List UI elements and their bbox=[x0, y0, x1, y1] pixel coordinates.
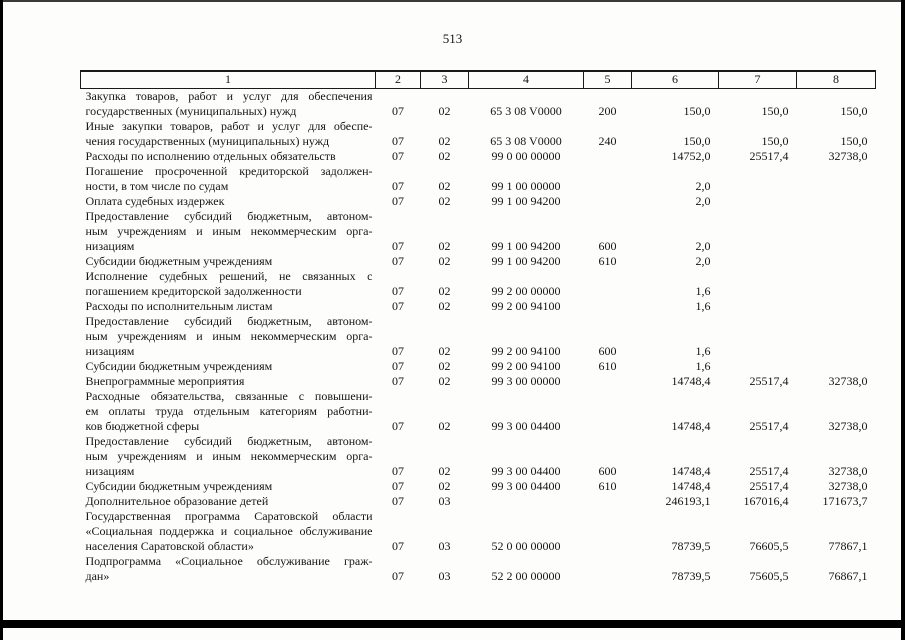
cell-c7 bbox=[719, 299, 797, 314]
cell-name bbox=[81, 494, 376, 509]
cell-name bbox=[81, 164, 376, 194]
cell-c6: 1,6 bbox=[695, 343, 711, 358]
cell-c5: 600 bbox=[598, 463, 617, 478]
cell-c2: 07 bbox=[392, 238, 404, 253]
cell-c5: 200 bbox=[598, 103, 617, 118]
column-header: 4 bbox=[469, 71, 584, 88]
cell-c6: 14748,4 bbox=[671, 373, 711, 388]
cell-c3: 03 bbox=[438, 568, 451, 583]
cell-c4: 52 0 00 00000 bbox=[491, 538, 561, 553]
cell-c2: 07 bbox=[392, 178, 404, 193]
cell-c8 bbox=[797, 314, 876, 359]
table-body bbox=[81, 88, 876, 584]
cell-c5 bbox=[584, 554, 632, 584]
text-line: Погашение просроченной кредиторской задолжен- bbox=[85, 163, 373, 178]
column-header: 8 bbox=[797, 71, 876, 88]
table-header bbox=[81, 71, 876, 88]
text-line: Субсидии бюджетным учреждениям bbox=[85, 478, 273, 493]
cell-c4: 99 3 00 04400 bbox=[491, 418, 561, 433]
text-line: Расходы по исполнению отдельных обязательств bbox=[85, 148, 336, 163]
text-line: населения Саратовской области» bbox=[85, 538, 254, 553]
cell-c3: 02 bbox=[438, 478, 451, 493]
text-line: ем оплаты труда отдельным категориям работни- bbox=[85, 403, 373, 418]
budget-table bbox=[80, 70, 876, 584]
page-number: 513 bbox=[442, 31, 463, 46]
cell-c8 bbox=[797, 194, 876, 209]
text-line: Государственная программа Саратовской области bbox=[85, 508, 373, 523]
text-line: Предоставление субсидий бюджетным, автоном- bbox=[85, 313, 373, 328]
column-header: 7 bbox=[719, 71, 797, 88]
cell-c6: 2,0 bbox=[695, 193, 711, 208]
scan-edge-bottom bbox=[0, 620, 905, 628]
cell-c2: 07 bbox=[392, 418, 404, 433]
cell-c5: 600 bbox=[598, 343, 617, 358]
cell-c3: 02 bbox=[438, 283, 451, 298]
table-row bbox=[81, 164, 876, 194]
cell-name bbox=[81, 509, 376, 554]
scan-edge-left bbox=[0, 0, 3, 640]
cell-c8 bbox=[797, 209, 876, 254]
text-line: Субсидии бюджетным учреждениям bbox=[85, 253, 273, 268]
cell-c4: 99 1 00 94200 bbox=[491, 238, 561, 253]
cell-c6: 2,0 bbox=[695, 253, 711, 268]
cell-c5 bbox=[584, 374, 632, 389]
cell-c2: 07 bbox=[392, 568, 404, 583]
column-header: 6 bbox=[632, 71, 719, 88]
text-line: погашением кредиторской задолженности bbox=[85, 283, 302, 298]
cell-c7: 25517,4 bbox=[749, 418, 789, 433]
text-line: Иные закупки товаров, работ и услуг для обеспе- bbox=[85, 118, 373, 133]
cell-c2: 07 bbox=[392, 373, 404, 388]
cell-c7: 150,0 bbox=[761, 103, 789, 118]
text-line: Дополнительное образование детей bbox=[85, 493, 269, 508]
cell-c4: 99 2 00 94100 bbox=[491, 343, 561, 358]
cell-c8: 32738,0 bbox=[828, 373, 868, 388]
cell-c5: 610 bbox=[598, 358, 617, 373]
cell-c8: 150,0 bbox=[840, 133, 868, 148]
cell-c6: 1,6 bbox=[695, 298, 711, 313]
cell-c6: 14752,0 bbox=[671, 148, 711, 163]
cell-c3: 02 bbox=[438, 238, 451, 253]
text-line: Подпрограмма «Социальное обслуживание граж- bbox=[85, 553, 373, 568]
cell-c3: 03 bbox=[438, 538, 451, 553]
cell-c2: 07 bbox=[392, 358, 404, 373]
cell-c5 bbox=[584, 389, 632, 434]
cell-c4: 52 2 00 00000 bbox=[491, 568, 561, 583]
cell-c5 bbox=[584, 194, 632, 209]
cell-c3: 02 bbox=[438, 103, 451, 118]
cell-c8: 32738,0 bbox=[828, 418, 868, 433]
cell-c8 bbox=[797, 164, 876, 194]
cell-c5 bbox=[584, 164, 632, 194]
cell-c2: 07 bbox=[392, 253, 404, 268]
cell-c7: 25517,4 bbox=[749, 148, 789, 163]
cell-c7: 167016,4 bbox=[743, 493, 789, 508]
cell-name bbox=[81, 194, 376, 209]
cell-c4: 99 2 00 00000 bbox=[491, 283, 561, 298]
cell-c3: 02 bbox=[438, 373, 451, 388]
cell-c7 bbox=[719, 254, 797, 269]
cell-c2: 07 bbox=[392, 538, 404, 553]
cell-c3: 02 bbox=[438, 178, 451, 193]
cell-c4: 99 3 00 04400 bbox=[491, 478, 561, 493]
text-line: Предоставление субсидий бюджетным, автоном- bbox=[85, 208, 373, 223]
table-row bbox=[81, 88, 876, 119]
cell-c7: 75605,5 bbox=[749, 568, 789, 583]
cell-c5: 610 bbox=[598, 253, 617, 268]
cell-c5: 610 bbox=[598, 478, 617, 493]
text-line: «Социальная поддержка и социальное обслуживание bbox=[85, 523, 373, 538]
text-line: Предоставление субсидий бюджетным, автоном- bbox=[85, 433, 373, 448]
cell-name bbox=[81, 434, 376, 479]
cell-c3: 02 bbox=[438, 148, 451, 163]
cell-c5: 240 bbox=[598, 133, 617, 148]
text-line: Исполнение судебных решений, не связанных с bbox=[85, 268, 373, 283]
cell-c5 bbox=[584, 509, 632, 554]
table-row bbox=[81, 269, 876, 299]
table-row bbox=[81, 509, 876, 554]
column-header: 1 bbox=[81, 71, 376, 88]
cell-name bbox=[81, 314, 376, 359]
text-line: Расходные обязательства, связанные с повышени- bbox=[85, 388, 373, 403]
cell-c2: 07 bbox=[392, 463, 404, 478]
cell-c8: 171673,7 bbox=[822, 493, 868, 508]
cell-c4: 65 3 08 V0000 bbox=[490, 133, 562, 148]
table-row bbox=[81, 299, 876, 314]
cell-c8 bbox=[797, 299, 876, 314]
table-header-row bbox=[81, 71, 876, 88]
cell-c8: 77867,1 bbox=[828, 538, 868, 553]
cell-c7 bbox=[719, 359, 797, 374]
text-line: Субсидии бюджетным учреждениям bbox=[85, 358, 273, 373]
table-row bbox=[81, 359, 876, 374]
cell-name bbox=[81, 269, 376, 299]
cell-c5 bbox=[584, 269, 632, 299]
cell-c8: 32738,0 bbox=[828, 478, 868, 493]
text-line: чения государственных (муниципальных) нужд bbox=[85, 133, 330, 148]
cell-c6: 1,6 bbox=[695, 358, 711, 373]
cell-c6: 78739,5 bbox=[671, 538, 711, 553]
cell-name bbox=[81, 374, 376, 389]
cell-c3: 02 bbox=[438, 253, 451, 268]
cell-c5 bbox=[584, 494, 632, 509]
cell-c3: 02 bbox=[438, 418, 451, 433]
cell-c8 bbox=[797, 359, 876, 374]
cell-c3: 02 bbox=[438, 298, 451, 313]
scan-edge-top bbox=[0, 0, 905, 2]
cell-c6: 14748,4 bbox=[671, 478, 711, 493]
cell-c6: 78739,5 bbox=[671, 568, 711, 583]
cell-c6: 2,0 bbox=[695, 238, 711, 253]
cell-c3: 03 bbox=[438, 493, 451, 508]
cell-c5: 600 bbox=[598, 238, 617, 253]
cell-c7 bbox=[719, 269, 797, 299]
cell-c4: 99 2 00 94100 bbox=[491, 298, 561, 313]
table-row bbox=[81, 254, 876, 269]
table-row bbox=[81, 194, 876, 209]
text-line: Закупка товаров, работ и услуг для обеспечения bbox=[85, 88, 373, 103]
cell-name bbox=[81, 389, 376, 434]
text-line: государственных (муниципальных) нужд bbox=[85, 103, 297, 118]
text-line: ков бюджетной сферы bbox=[85, 418, 200, 433]
table-row bbox=[81, 119, 876, 149]
text-line: ности, в том числе по судам bbox=[85, 178, 229, 193]
table-row bbox=[81, 554, 876, 584]
table-row bbox=[81, 149, 876, 164]
scan-edge-right bbox=[901, 0, 905, 640]
cell-c4: 99 1 00 94200 bbox=[491, 253, 561, 268]
cell-c5 bbox=[584, 149, 632, 164]
cell-c4: 99 3 00 00000 bbox=[491, 373, 561, 388]
cell-c6: 246193,1 bbox=[665, 493, 711, 508]
text-line: ным учреждениям и иным некоммерческим орга- bbox=[85, 328, 373, 343]
cell-c8 bbox=[797, 254, 876, 269]
cell-c2: 07 bbox=[392, 193, 404, 208]
column-header: 5 bbox=[584, 71, 632, 88]
cell-name bbox=[81, 209, 376, 254]
text-line: Внепрограммные мероприятия bbox=[85, 373, 245, 388]
column-header: 2 bbox=[376, 71, 421, 88]
cell-c3: 02 bbox=[438, 193, 451, 208]
cell-c4: 99 2 00 94100 bbox=[491, 358, 561, 373]
cell-c2: 07 bbox=[392, 493, 404, 508]
text-line: низациям bbox=[85, 238, 135, 253]
cell-c2: 07 bbox=[392, 103, 404, 118]
cell-c3: 02 bbox=[438, 343, 451, 358]
text-line: низациям bbox=[85, 343, 135, 358]
table-row bbox=[81, 479, 876, 494]
cell-c3: 02 bbox=[438, 358, 451, 373]
cell-c6: 2,0 bbox=[695, 178, 711, 193]
cell-c3: 02 bbox=[438, 463, 451, 478]
cell-c7: 150,0 bbox=[761, 133, 789, 148]
cell-c2: 07 bbox=[392, 478, 404, 493]
cell-c2: 07 bbox=[392, 298, 404, 313]
cell-c2: 07 bbox=[392, 148, 404, 163]
cell-c5 bbox=[584, 299, 632, 314]
cell-c7: 25517,4 bbox=[749, 373, 789, 388]
text-line: низациям bbox=[85, 463, 135, 478]
cell-c7: 25517,4 bbox=[749, 463, 789, 478]
cell-name bbox=[81, 149, 376, 164]
cell-c7: 25517,4 bbox=[749, 478, 789, 493]
cell-c7 bbox=[719, 314, 797, 359]
cell-name bbox=[81, 254, 376, 269]
table-row bbox=[81, 314, 876, 359]
cell-c6: 14748,4 bbox=[671, 463, 711, 478]
cell-c7: 76605,5 bbox=[749, 538, 789, 553]
table-row bbox=[81, 374, 876, 389]
cell-name bbox=[81, 299, 376, 314]
cell-c7 bbox=[719, 164, 797, 194]
cell-c4: 99 1 00 00000 bbox=[491, 178, 561, 193]
cell-c7 bbox=[719, 209, 797, 254]
table-row bbox=[81, 494, 876, 509]
text-line: Оплата судебных издержек bbox=[85, 193, 225, 208]
cell-name bbox=[81, 554, 376, 584]
cell-name bbox=[81, 479, 376, 494]
cell-c4: 99 0 00 00000 bbox=[491, 148, 561, 163]
cell-c6: 150,0 bbox=[683, 133, 711, 148]
text-line: Расходы по исполнительным листам bbox=[85, 298, 273, 313]
cell-c3: 02 bbox=[438, 133, 451, 148]
text-line: дан» bbox=[85, 568, 110, 583]
text-line: ным учреждениям и иным некоммерческим орга- bbox=[85, 448, 373, 463]
cell-c2: 07 bbox=[392, 283, 404, 298]
cell-name bbox=[81, 359, 376, 374]
table-row bbox=[81, 434, 876, 479]
cell-c2: 07 bbox=[392, 133, 404, 148]
cell-c4: 99 1 00 94200 bbox=[491, 193, 561, 208]
table-row bbox=[81, 209, 876, 254]
cell-c6: 1,6 bbox=[695, 283, 711, 298]
cell-c8 bbox=[797, 269, 876, 299]
table-row bbox=[81, 389, 876, 434]
cell-c8: 32738,0 bbox=[828, 148, 868, 163]
cell-c4: 65 3 08 V0000 bbox=[490, 103, 562, 118]
cell-c7 bbox=[719, 194, 797, 209]
cell-c4: 99 3 00 04400 bbox=[491, 463, 561, 478]
cell-name bbox=[81, 119, 376, 149]
cell-c6: 150,0 bbox=[683, 103, 711, 118]
cell-c2: 07 bbox=[392, 343, 404, 358]
cell-c8: 76867,1 bbox=[828, 568, 868, 583]
cell-c8: 150,0 bbox=[840, 103, 868, 118]
cell-c6: 14748,4 bbox=[671, 418, 711, 433]
text-line: ным учреждениям и иным некоммерческим орга- bbox=[85, 223, 373, 238]
column-header: 3 bbox=[421, 71, 469, 88]
cell-c8: 32738,0 bbox=[828, 463, 868, 478]
cell-name bbox=[81, 88, 376, 119]
cell-c4 bbox=[469, 494, 584, 509]
